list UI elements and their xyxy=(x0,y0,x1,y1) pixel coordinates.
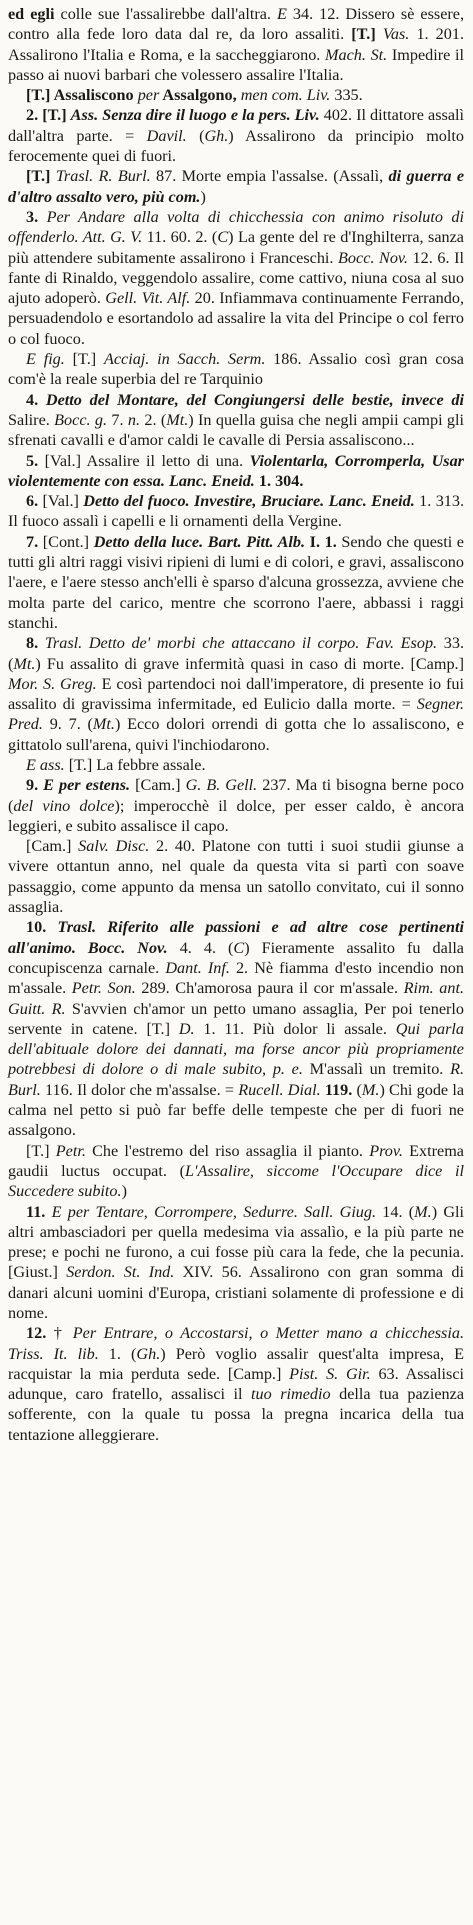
text-segment: 10. xyxy=(26,918,47,937)
text-segment: Assalgono, xyxy=(159,86,241,105)
text-segment: E ass. xyxy=(26,755,65,774)
text-segment: Bocc. g. xyxy=(54,410,108,429)
text-segment: Sendo che questi e tutti gli altri raggi visivi ripieni di lumi e di colori, e gravi, assaliscono l'aere, e l'aere stesso anch'elli è sparso d'alcuna grossezza, avviene che molta parte del carico, mentre che scorrono l'aere, abbassi i raggi stanchi. xyxy=(8,532,464,632)
text-segment: [T.] xyxy=(26,1141,56,1160)
text-segment: M'assalì un tremito. xyxy=(302,1060,451,1079)
text-segment xyxy=(38,391,46,409)
text-segment: S'avvien ch'amor un petto umano assaglia, Per poi tenerlo servente in catene. [T.] xyxy=(8,999,464,1038)
text-segment: Petr. xyxy=(55,1141,86,1160)
text-segment: 402. Il dittatore assalì dall'altra parte. = xyxy=(8,106,465,145)
text-segment: colle sue l'assalirebbe dall'altra. xyxy=(54,5,277,23)
text-segment: Rim. ant. Guitt. R. xyxy=(8,979,464,1018)
text-segment: Detto del fuoco. Investire, Bruciare. Lanc. Eneid. xyxy=(83,492,415,511)
text-segment: [T.] La febbre assale. xyxy=(64,755,206,774)
text-segment: ) Gli altri ambasciadori per quella medesima via assalìo, e la più parte ne prese; e pochi ne furono, a cui fosse più cara la fede, che la pecunia. [Giust.] xyxy=(8,1202,465,1282)
text-segment: Petr. Son. xyxy=(71,979,136,998)
text-segment: ) xyxy=(200,187,206,206)
text-segment: 63. Assalisci adunque, caro fratello, assalisci il xyxy=(8,1364,465,1404)
text-segment: Qui parla dell'abituale dolore dei dannati, ma forse ancor più propriamente potrebbesi di dolore o di male subito, p. e. xyxy=(8,1019,464,1079)
text-segment: 7. xyxy=(107,410,128,429)
text-segment: 2. 40. Platone con tutti i suoi studii giunse a vivere ottantun anno, nel quale da questa vita si partì con soave passaggio, come appunto da mensa un satollo convitato, cui il sonno assaglia. xyxy=(8,837,464,917)
text-segment: 9. xyxy=(26,776,39,795)
text-segment: Gell. Vit. Alf. xyxy=(105,289,191,308)
text-segment: Assaliscono xyxy=(50,86,138,105)
entry-paragraph xyxy=(8,491,464,532)
text-segment: 87. Morte empia l'assalse. (Assalì, xyxy=(150,167,389,186)
text-segment: di guerra e d'altro assalto vero, più com. xyxy=(8,167,465,206)
text-segment: 14. ( xyxy=(376,1202,415,1221)
text-segment: 237. Ma ti bisogna berne poco ( xyxy=(8,776,465,815)
text-segment: E per Tentare, Corrompere, Sedurre. Sall. Giug. xyxy=(51,1202,377,1221)
text-segment: 6. xyxy=(26,492,39,511)
text-segment: Gh. xyxy=(204,126,229,145)
text-segment: ) xyxy=(121,1182,127,1201)
text-segment: C xyxy=(217,228,229,247)
entry-paragraph xyxy=(8,836,464,917)
text-segment: Bocc. Nov. xyxy=(338,248,408,267)
text-segment: ed egli xyxy=(8,5,55,23)
text-segment: E xyxy=(276,5,287,23)
text-segment: Mt. xyxy=(13,654,36,673)
entry-paragraph xyxy=(8,1141,464,1202)
text-segment: M. xyxy=(414,1202,432,1221)
entry-paragraph xyxy=(8,451,464,492)
text-segment: I. 1. xyxy=(309,532,337,551)
text-segment: 4. xyxy=(26,390,39,409)
text-segment: Prov. xyxy=(369,1141,403,1160)
text-segment: ( xyxy=(352,1080,362,1099)
entry-paragraph xyxy=(8,633,464,755)
text-segment: 335. xyxy=(330,86,363,105)
text-segment xyxy=(46,918,57,936)
text-segment: Salire. xyxy=(8,410,55,429)
text-segment: Violentarla, Corromperla, Usar violentemente con essa. Lanc. Eneid. xyxy=(8,451,464,490)
text-segment: per xyxy=(137,86,160,105)
text-segment: ) In quella guisa che negli ampii campi gli sfrenati cavalli e d'amor caldi le cavalle di Persia assaliscono... xyxy=(8,410,465,450)
text-segment: Per Andare alla volta di chicchessia con animo risoluto di offenderlo. Att. G. V. xyxy=(8,207,464,247)
text-segment: [Cam.] xyxy=(130,776,186,795)
text-segment: Mt. xyxy=(166,410,189,429)
entry-paragraph xyxy=(8,207,464,349)
text-segment: [Val.] Assalire il letto di una. xyxy=(38,451,250,470)
text-segment: 7. xyxy=(26,532,39,551)
text-segment xyxy=(38,634,45,652)
text-segment: della tua pazienza sofferente, con la quale tu possa la pregna incarica della tua tentazione alleggierare. xyxy=(8,1385,464,1444)
text-segment: 34. 12. Dissero sè essere, contro alla fede loro data dal re, da loro assaliti. xyxy=(8,5,465,44)
entry-paragraph xyxy=(8,775,464,836)
text-segment: 1. ( xyxy=(98,1344,137,1363)
text-segment: Trasl. R. Burl. xyxy=(55,167,151,186)
text-segment: Davil. xyxy=(146,126,187,145)
text-segment: Trasl. Riferito alle passioni e ad altre cose pertinenti all'animo. Bocc. Nov. xyxy=(8,918,464,957)
text-segment: 186. Assalio così gran cosa com'è la reale superbia del re Tarquinio xyxy=(8,350,464,389)
text-segment: ); imperocchè il dolce, per esser caldo, è ancora leggieri, e subito assalisce il capo. xyxy=(8,796,465,835)
entry-text xyxy=(8,4,464,1445)
entry-paragraph xyxy=(8,1202,464,1324)
text-segment: ) Chi gode la calma nel petto si può far beffe delle tempeste che per di fuori ne assalgono. xyxy=(8,1080,465,1140)
text-segment: 4. 4. ( xyxy=(167,938,234,957)
text-segment: Acciaj. in Sacch. Serm. xyxy=(103,350,266,369)
text-segment: [T.] xyxy=(64,350,104,369)
text-segment: Pist. S. Gir. xyxy=(289,1364,371,1383)
text-segment: Salv. Disc. xyxy=(78,837,150,856)
text-segment: E fig. xyxy=(26,350,65,369)
text-segment: 2. xyxy=(26,106,39,125)
text-segment: Mt. xyxy=(92,715,115,734)
text-segment: Extrema gaudii luctus occupat. ( xyxy=(8,1141,464,1180)
entry-paragraph xyxy=(8,4,464,85)
text-segment: 2. Nè fiamma d'esto incendio non m'assale. xyxy=(8,958,464,998)
text-segment: ) Ecco dolori orrendi di gotta che lo assaliscono, e gittatolo sull'arena, quivi l'inchiodarono. xyxy=(8,715,464,754)
entry-paragraph xyxy=(8,349,464,390)
entry-paragraph xyxy=(8,390,464,451)
entry-paragraph xyxy=(8,755,464,775)
text-segment: ( xyxy=(186,126,205,145)
text-segment: G. B. Gell. xyxy=(185,776,258,795)
text-segment: Segner. Pred. xyxy=(8,695,464,734)
text-segment: 1. 313. Il fuoco assalì i capelli e li ornamenti della Vergine. xyxy=(8,492,465,531)
text-segment: n. xyxy=(127,410,141,429)
text-segment: 1. 304. xyxy=(258,471,304,490)
text-segment: M. xyxy=(361,1080,380,1099)
text-segment: Vas. xyxy=(382,25,410,44)
text-segment: E così partendoci noi dall'imperatore, di presente io fui assalito di gravissima infermitade, ed Eulicio dalla morte. = xyxy=(8,674,464,714)
text-segment: del vino dolce xyxy=(13,796,115,815)
text-segment: 2. ( xyxy=(140,410,167,429)
text-segment: XIV. 56. Assalirono con gran somma di danari alcuni uomini d'Europa, cristiani solamente di professione e di nome. xyxy=(8,1263,464,1322)
text-segment: 8. xyxy=(26,634,39,653)
text-segment: men com. Liv. xyxy=(240,86,331,105)
text-segment: Rucell. Dial. xyxy=(238,1080,321,1099)
entry-paragraph xyxy=(8,532,464,633)
text-segment: [Val.] xyxy=(38,492,84,511)
text-segment: Mach. St. xyxy=(325,45,388,64)
text-segment: [T.] xyxy=(26,167,51,186)
entry-paragraph xyxy=(8,917,464,1140)
text-segment: 12. 6. Il fante di Rinaldo, veggendolo assalire, come cattivo, niuna cosa al suo ajuto adoperò. xyxy=(8,248,464,308)
text-segment: 1. 11. Più dolor li assale. xyxy=(194,1019,396,1038)
text-segment: 20. Infiammava continuamente Ferrando, persuadendolo e esortandolo ad assalire la vita del Principe o col ferro o col fuoco. xyxy=(8,289,464,348)
text-segment: D. xyxy=(178,1019,195,1038)
text-segment: Serdon. St. Ind. xyxy=(66,1263,175,1282)
text-segment: [T.] xyxy=(351,25,376,44)
text-segment: 11. 60. 2. ( xyxy=(142,228,218,247)
text-segment: Detto della luce. Bart. Pitt. Alb. xyxy=(93,532,306,551)
entry-paragraph xyxy=(8,85,464,105)
entry-paragraph xyxy=(8,1323,464,1445)
text-segment: 1. 201. Assalirono l'Italia e Roma, e la saccheggiarono. xyxy=(8,25,465,64)
text-segment: Detto del Montare, del Congiungersi delle bestie, invece di xyxy=(45,390,465,409)
text-segment: 119. xyxy=(324,1080,353,1099)
text-segment: L'Assalire, siccome l'Occupare dice il Succedere subito. xyxy=(8,1161,464,1201)
text-segment: Gh. xyxy=(136,1344,161,1363)
text-segment: Trasl. Detto de' morbi che attaccano il corpo. Fav. Esop. xyxy=(44,634,438,653)
text-segment: 289. Ch'amorosa paura il cor m'assale. xyxy=(135,979,404,998)
entry-paragraph xyxy=(8,166,464,207)
text-segment: ) Fu assalito di grave infermità quasi in caso di morte. [Camp.] xyxy=(35,654,464,673)
text-segment: † xyxy=(46,1324,73,1343)
text-segment: ) La gente del re d'Inghilterra, sanza più attendere subitamente assalirono i Franceschi. xyxy=(8,228,464,267)
text-segment: 5. xyxy=(26,451,39,470)
text-segment: ) Però voglio assalir quest'alta impresa, E racquistar la mia perduta sede. [Camp.] xyxy=(8,1344,465,1383)
text-segment: 11. xyxy=(26,1202,46,1221)
text-segment: Per Entrare, o Accostarsi, o Metter mano a chicchessia. Triss. It. lib. xyxy=(8,1324,464,1363)
text-segment: ) Assalirono da principio molto ferocemente quei di fuori. xyxy=(8,126,464,166)
text-segment: [T.] xyxy=(38,106,71,125)
entry-paragraph xyxy=(8,105,464,166)
text-segment: 116. Il dolor che m'assalse. = xyxy=(40,1080,239,1099)
text-segment xyxy=(376,25,383,43)
text-segment: 9. 7. ( xyxy=(42,715,93,734)
text-segment: Dant. Inf. xyxy=(165,958,230,977)
text-segment: Senza dire il luogo e la pers. Liv. xyxy=(102,106,320,125)
text-segment: 33. ( xyxy=(8,634,465,673)
text-segment: Che l'estremo del riso assaglia il pianto. xyxy=(85,1141,370,1160)
text-segment: Ass. xyxy=(70,106,99,125)
text-segment: tuo rimedio xyxy=(251,1385,331,1404)
text-segment: Mor. S. Greg. xyxy=(8,674,97,693)
text-segment: [T.] xyxy=(26,86,51,105)
text-segment: [Cont.] xyxy=(38,532,94,551)
text-segment: E per estens. xyxy=(43,776,131,795)
text-segment: [Cam.] xyxy=(26,837,79,856)
text-segment: R. Burl. xyxy=(8,1060,465,1099)
text-segment: 3. xyxy=(26,207,39,226)
text-segment: Impedire il passo ai nuovi barbari che volessero assalire l'Italia. xyxy=(8,45,465,84)
text-segment: C xyxy=(233,938,245,957)
text-segment: ) Fieramente assalito fu dalla concupiscenza carnale. xyxy=(8,938,464,977)
text-segment: 12. xyxy=(26,1324,47,1343)
text-segment xyxy=(38,208,46,226)
